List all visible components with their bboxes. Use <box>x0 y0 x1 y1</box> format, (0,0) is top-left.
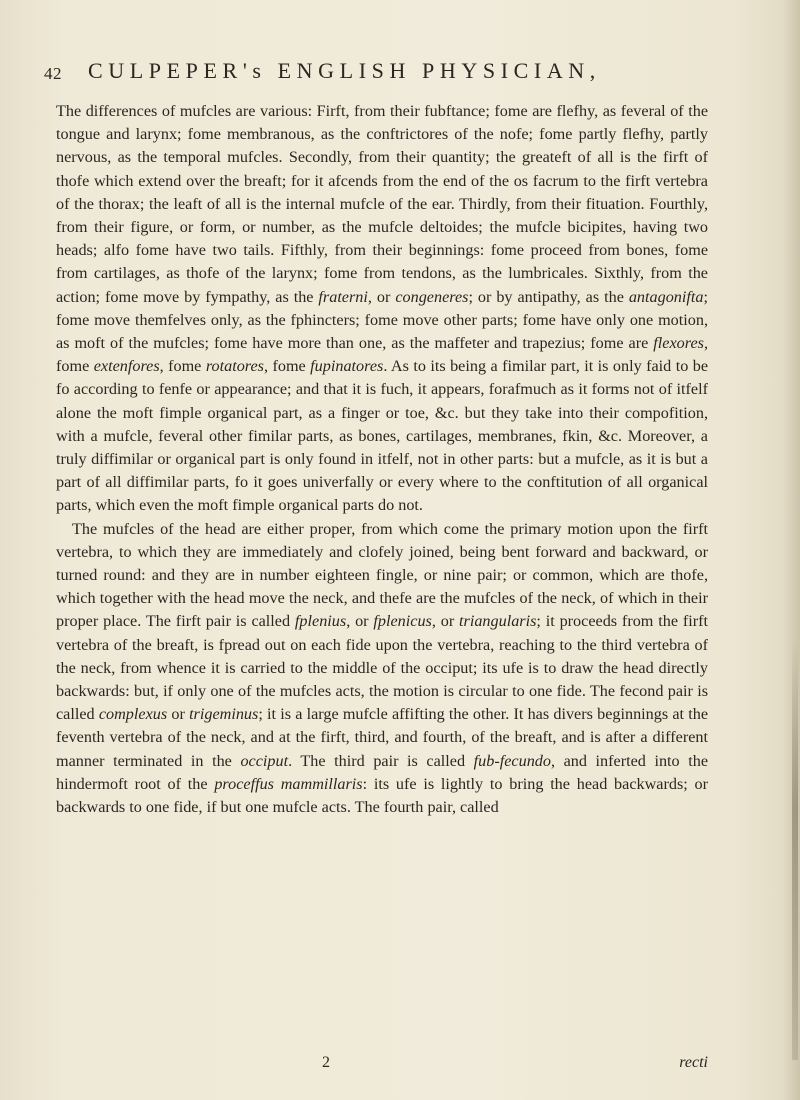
text-run: ; or by antipathy, as the <box>468 287 629 306</box>
text-run: , and inferted into the hindermoft root of the <box>56 751 708 793</box>
text-run: ; it is a large mufcle affifting the other. It has divers beginnings at the feventh vertebra of the neck, and at the firft, third, and fourth, of the breaft, and is after a different manner terminated in the <box>56 705 708 770</box>
italic-term: fupinatores <box>310 357 384 376</box>
text-run: : its ufe is lightly to bring the head backwards; or backwards to one fide, if but one mufcle acts. The fourth pair, called <box>56 774 709 817</box>
text-run: , or <box>346 612 374 631</box>
italic-term: fub-fecundo <box>473 751 551 770</box>
paper-stain <box>792 640 798 1060</box>
text-run: The mufcles of the head are either proper, from which come the primary motion upon the firft vertebra, to which they are immediately and clofely joined, being bent forward and backward, or turned round: and they are in number eighteen fingle, or nine pair; or common, which are thofe, which together with the head move the neck, and thefe are the mufcles of the neck, of which in their proper place. The firft pair is called <box>56 519 708 631</box>
italic-term: fraterni <box>318 287 368 306</box>
italic-term: complexus <box>98 705 168 724</box>
text-run: . As to its being a fimilar part, it is only faid to be fo according to fenfe or appearance; and that it is fuch, it appears, forafmuch as it forms not of itfelf alone the moft fimple organical part, as a finger or toe, &c. but they take into their compofition, with a mufcle, feveral other fimilar parts, as bones, cartilages, membranes, fkin, &c. Moreover, a truly diffimilar or organical part is only found in itfelf, not in other parts: but a mufcle, as it is but a part of all diffimilar parts, fo it goes univerfally or every where to the conftitution of all organical parts, which even the moft fimple organical parts do not. <box>56 357 709 515</box>
page-number: 42 <box>44 64 62 83</box>
text-run: ; fome move themfelves only, as the fphincters; fome move other parts; fome have only one motion, as moft of the mufcles; fome have more than one, as the maffeter and trapezius; fome are <box>56 287 708 353</box>
italic-term: trigeminus <box>189 705 259 724</box>
text-run: or <box>167 705 190 724</box>
body-text <box>56 100 708 819</box>
italic-term: occiput <box>240 751 289 770</box>
text-run: , or <box>431 612 460 631</box>
text-run: The differences of mufcles are various: Firft, from their fubftance; fome are flefhy, as feveral of the tongue and larynx; fome membranous, as the conftrictores of the nofe; fome partly flefhy, partly nervous, as the temporal mufcles. Secondly, from their quantity; the greateft of all is the firft of thofe which extend over the breaft; for it afcends from the end of the os facrum to the firft vertebra of the thorax; the leaft of all is the internal mufcle of the ear. Thirdly, from their fituation. Fourthly, from their figure, or form, or number, as the mufcle deltoides; the mufcle bicipites, having two heads; alfo fome have two tails. Fifthly, from their beginnings: fome proceed from bones, fome from cartilages, as thofe of the larynx; fome from tendons, as the lumbricales. Sixthly, from the action; fome move by fympathy, as the <box>56 102 708 306</box>
catchword: recti <box>679 1054 708 1071</box>
italic-term: fplenius <box>294 612 347 631</box>
text-run: . The third pair is called <box>288 751 474 770</box>
text-run: , or <box>367 287 396 306</box>
text-run: ; it proceeds from the firft vertebra of the breaft, is fpread out on each fide upon the vertebra, reaching to the third vertebra of the neck, from whence it is carried to the middle of the occiput; its ufe is to draw the head directly backwards: but, if only one of the mufcles acts, the motion is circular to one fide. The fecond pair is called <box>56 612 708 724</box>
paragraph <box>56 100 708 518</box>
signature-mark: 2 <box>322 1054 330 1071</box>
italic-term: rotatores <box>205 357 264 376</box>
italic-term: proceffus mammillaris <box>214 774 363 793</box>
paragraph <box>56 518 708 820</box>
page-header <box>44 58 704 98</box>
text-run: , fome <box>56 334 708 376</box>
running-head: CULPEPER's ENGLISH PHYSICIAN, <box>88 58 601 83</box>
text-run: , fome <box>159 357 206 376</box>
italic-term: triangularis <box>459 612 537 631</box>
italic-term: flexores <box>653 334 704 353</box>
text-run: , fome <box>263 357 311 376</box>
italic-term: antagonifta <box>628 287 704 306</box>
italic-term: fplenicus <box>373 612 432 631</box>
italic-term: congeneres <box>395 287 469 306</box>
italic-term: extenfores <box>93 357 160 376</box>
page-footer <box>56 1054 708 1078</box>
